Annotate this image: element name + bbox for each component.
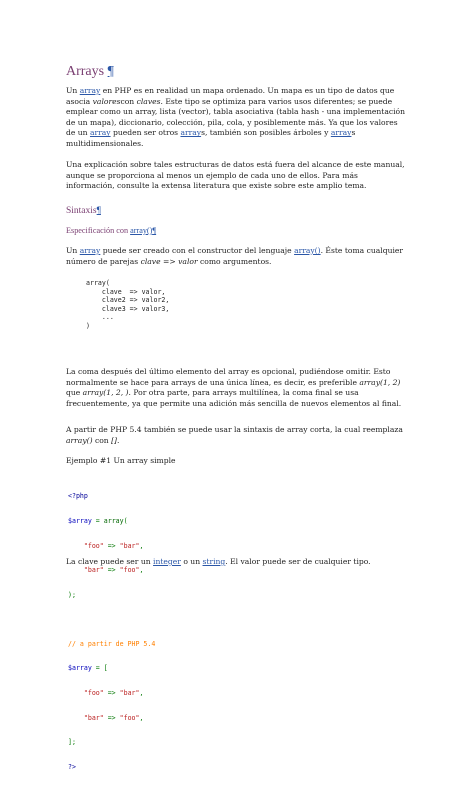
code-line: $array = [ xyxy=(68,664,108,673)
syntax-paragraph-1: Un array puede ser creado con el constructor del lenguaje array(). Éste toma cualquier número de parejas clave => valor como argumentos. xyxy=(66,246,404,266)
emphasis-text: [] xyxy=(111,435,118,445)
code-line: "bar" => "foo", xyxy=(68,566,144,575)
emphasis-text: valor xyxy=(178,256,198,266)
emphasis-text: clave xyxy=(140,256,161,266)
inline-link-array[interactable]: array xyxy=(180,128,202,138)
subsection-anchor-link[interactable]: ¶ xyxy=(152,226,157,235)
inline-link-integer[interactable]: integer xyxy=(153,557,181,566)
section-heading-syntax: Sintaxis¶ xyxy=(66,206,101,216)
page-title xyxy=(66,64,114,80)
inline-link-array[interactable]: array xyxy=(89,128,111,138)
code-line: ); xyxy=(68,590,76,599)
page-title-text: Arrays xyxy=(66,64,105,79)
inline-link-array[interactable]: array xyxy=(79,246,101,255)
intro-paragraph-2: Una explicación sobre tales estructuras de datos está fuera del alcance de este manual, aunque se proporciona al menos un ejemplo de cada uno de ellos. Para más información, consulte la extensa literatura que existe sobre este amplio tema. xyxy=(66,160,405,191)
syntax-paragraph-3: A partir de PHP 5.4 también se puede usar la sintaxis de array corta, la cual reemplaza array() con []. xyxy=(66,425,403,445)
code-line: "bar" => "foo", xyxy=(68,713,144,722)
syntax-paragraph-4: La clave puede ser un integer o un string. El valor puede ser de cualquier tipo. xyxy=(66,557,371,566)
inline-link-array[interactable]: array() xyxy=(294,246,321,255)
emphasis-text: array() xyxy=(66,435,93,445)
inline-link-array[interactable]: array xyxy=(330,128,352,138)
emphasis-text: claves xyxy=(136,96,161,106)
syntax-code-block: array( clave => valor, clave2 => valor2, clave3 => valor3, ... ) xyxy=(86,279,170,330)
intro-paragraph-1: Un array en PHP es en realidad un mapa ordenado. Un mapa es un tipo de datos que asocia valorescon claves. Este tipo se optimiza para varios usos diferentes; se puede emplear como un array, lista (vector), tabla asociativa (tabla hash - una implementación de un mapa), diccionario, colección, pila, cola, y posiblemente más. Ya que los valores de un array pueden ser otros arrays, también son posibles árboles y arrays multidimensionales. xyxy=(66,86,406,148)
title-anchor-link[interactable]: ¶ xyxy=(107,64,114,79)
code-line: ?> xyxy=(68,762,76,771)
code-line: $array = array( xyxy=(68,517,128,526)
syntax-paragraph-2: La coma después del último elemento del array es opcional, pudiéndose omitir. Esto normalmente se hace para arrays de una única línea, es decir, es preferible array(1, 2) que array(1, 2, ). Por otra parte, para arrays multilínea, la coma final se usa frecuentemente, ya que permite una adición más sencilla de nuevos elementos al final. xyxy=(66,367,402,408)
inline-link-array[interactable]: array xyxy=(79,86,101,95)
example-title: Ejemplo #1 Un array simple xyxy=(66,456,176,465)
emphasis-text: valores xyxy=(92,96,121,106)
syntax-anchor-link[interactable]: ¶ xyxy=(96,206,101,216)
subsection-heading: Especificación con array()¶ xyxy=(66,226,157,235)
code-line: ]; xyxy=(68,738,76,747)
inline-link-string[interactable]: string xyxy=(202,557,226,566)
emphasis-text: array(1, 2, ) xyxy=(82,388,129,398)
emphasis-text: array(1, 2) xyxy=(359,377,401,387)
array-function-link[interactable]: array() xyxy=(130,226,153,235)
code-line: "foo" => "bar", xyxy=(68,541,144,550)
code-line: <?php xyxy=(68,492,88,501)
code-comment: // a partir de PHP 5.4 xyxy=(68,639,156,648)
code-line: "foo" => "bar", xyxy=(68,689,144,698)
